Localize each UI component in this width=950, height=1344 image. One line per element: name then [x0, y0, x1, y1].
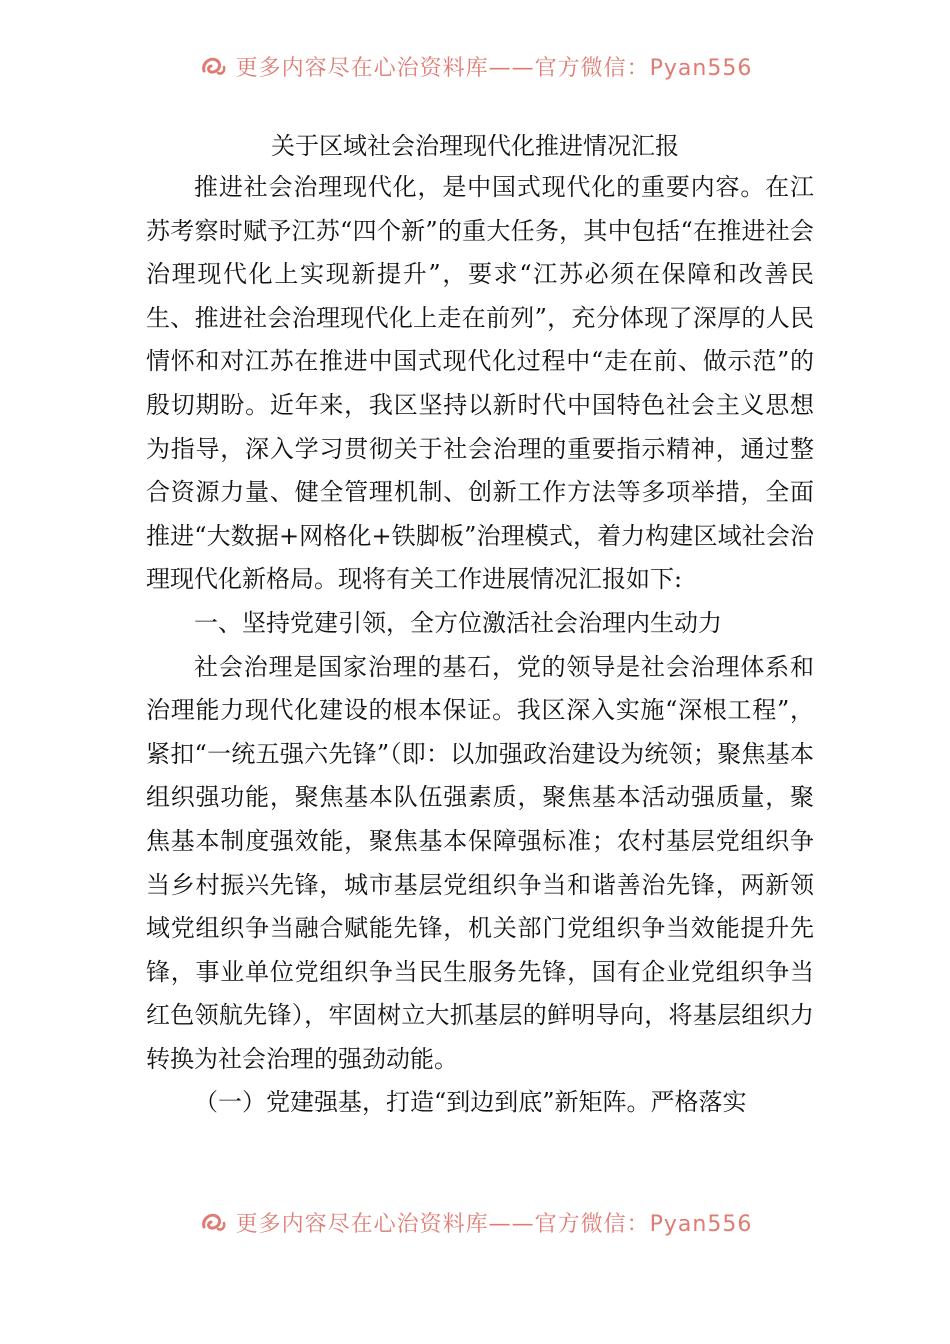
watermark-banner-bottom: [0, 1200, 950, 1244]
paragraph-intro: 推进社会治理现代化，是中国式现代化的重要内容。在江苏考察时赋予江苏“四个新”的重大任务，其中包括“在推进社会治理现代化上实现新提升”，要求“江苏必须在保障和改善民生、推进社会治理现代化上走在前列”，充分体现了深厚的人民情怀和对江苏在推进中国式现代化过程中“走在前、做示范”的殷切期盼。近年来，我区坚持以新时代中国特色社会主义思想为指导，深入学习贯彻关于社会治理的重要指示精神，通过整合资源力量、健全管理机制、创新工作方法等多项举措，全面推进“大数据+网格化+铁脚板”治理模式，着力构建区域社会治理现代化新格局。现将有关工作进展情况汇报如下:: [146, 173, 814, 594]
document-body: [146, 166, 814, 1125]
subsection-heading-1-1: （一）党建强基，打造“到边到底”新矩阵。严格落实: [194, 1088, 747, 1117]
swirl-logo-icon: [198, 51, 228, 81]
swirl-logo-icon: [198, 1207, 228, 1237]
watermark-text: 更多内容尽在心治资料库——官方微信：Pyan556: [235, 55, 753, 81]
document-title: 关于区域社会治理现代化推进情况汇报: [271, 132, 679, 160]
section-heading-1: 一、坚持党建引领，全方位激活社会治理内生动力: [194, 608, 722, 637]
watermark-text: 更多内容尽在心治资料库——官方微信：Pyan556: [235, 1211, 753, 1237]
paragraph-section-1: 社会治理是国家治理的基石，党的领导是社会治理体系和治理能力现代化建设的根本保证。我区深入实施“深根工程”，紧扣“一统五强六先锋”（即：以加强政治建设为统领；聚焦基本组织强功能，聚焦基本队伍强素质，聚焦基本活动强质量，聚焦基本制度强效能，聚焦基本保障强标准；农村基层党组织争当乡村振兴先锋，城市基层党组织争当和谐善治先锋，两新领域党组织争当融合赋能先锋，机关部门党组织争当效能提升先锋，事业单位党组织争当民生服务先锋，国有企业党组织争当红色领航先锋），牢固树立大抓基层的鲜明导向，将基层组织力转换为社会治理的强劲动能。: [146, 652, 814, 1073]
watermark-banner-top: [0, 44, 950, 88]
